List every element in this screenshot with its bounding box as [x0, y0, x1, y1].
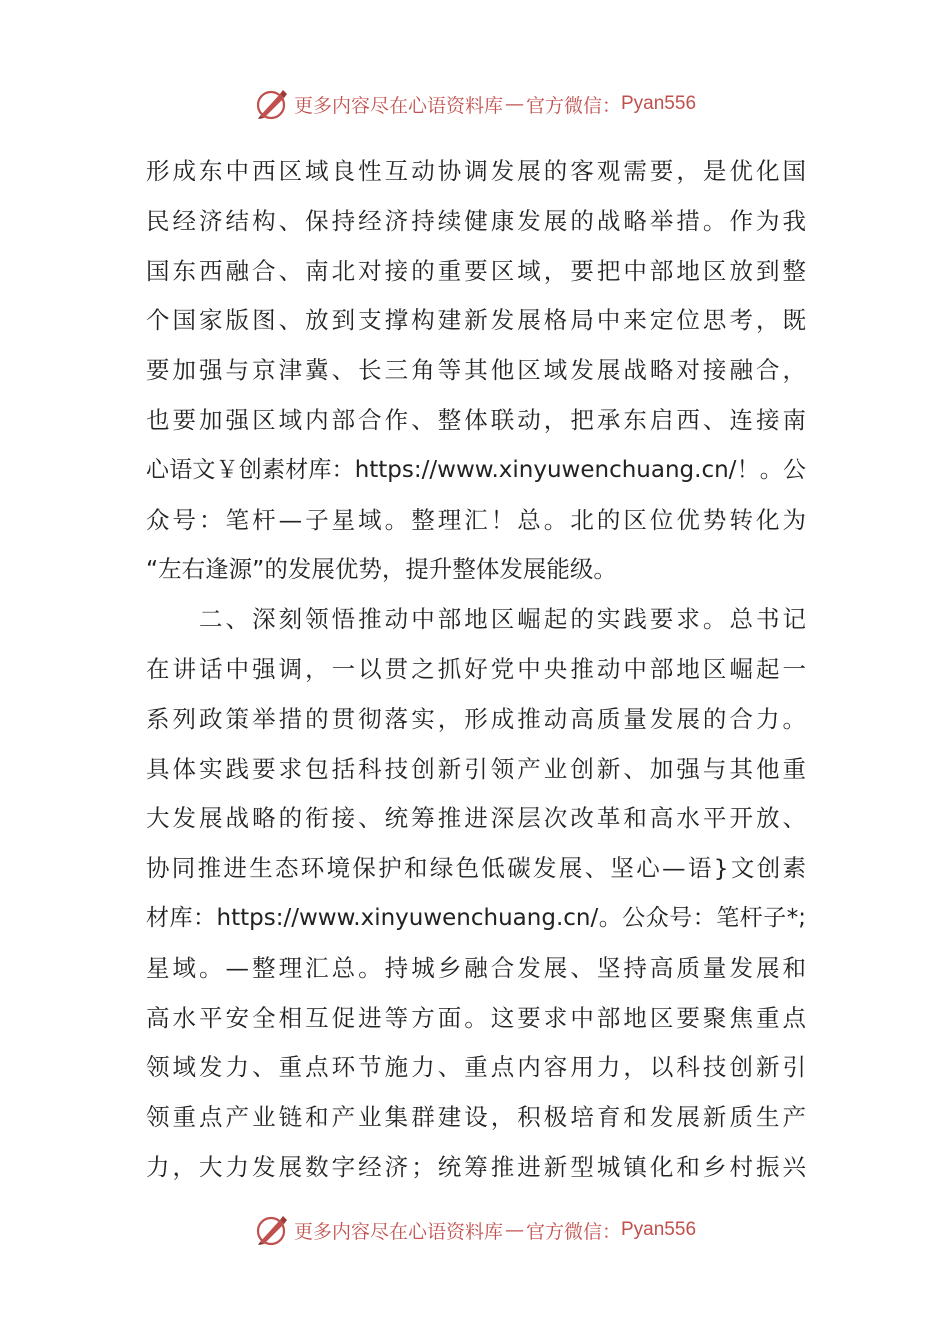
body-line: 国东西融合、南北对接的重要区域，要把中部地区放到整: [146, 256, 806, 285]
body-line: 个国家版图、放到支撑构建新发展格局中来定位思考，既: [146, 306, 806, 335]
banner-wechat-label: 官方微信：: [525, 94, 621, 117]
body-line: “左右逢源”的发展优势，提升整体发展能级。: [146, 555, 617, 584]
banner-wechat-id: Pyan556: [621, 1219, 697, 1240]
body-line: 要加强与京津冀、长三角等其他区域发展战略对接融合，: [146, 356, 806, 385]
body-line: 领重点产业链和产业集群建设，积极培育和发展新质生产: [146, 1103, 806, 1132]
body-line: 形成东中西区域良性互动协调发展的客观需要，是优化国: [146, 157, 806, 185]
body-line: 力，大力发展数字经济；统筹推进新型城镇化和乡村振兴: [146, 1152, 806, 1181]
body-line: 众号：笔杆—子星域。整理汇！总。北的区位优势转化为: [146, 505, 806, 534]
body-line: 材库：https://www.xinyuwenchuang.cn/。公众号：笔杆子*;: [146, 904, 806, 931]
banner-separator: —: [504, 93, 524, 115]
body-line: 系列政策举措的贯彻落实，形成推动高质量发展的合力。: [146, 704, 806, 733]
body-line: 在讲话中强调，一以贯之抓好党中央推动中部地区崛起一: [146, 654, 806, 683]
header-banner: [0, 84, 950, 124]
banner-wechat-label: 官方微信：: [525, 1220, 621, 1243]
banner-text: 更多内容尽在心语资料库: [293, 94, 503, 117]
body-line: 心语文￥创素材库：https://www.xinyuwenchuang.cn/！。公: [146, 456, 806, 483]
pen-logo-icon: [254, 1212, 290, 1248]
body-line: 领域发力、重点环节施力、重点内容用力，以科技创新引: [146, 1053, 806, 1082]
banner-separator: —: [504, 1219, 524, 1241]
banner-wechat-id: Pyan556: [621, 93, 697, 114]
body-line: 星域。—整理汇总。持城乡融合发展、坚持高质量发展和: [146, 953, 806, 982]
body-line: 高水平安全相互促进等方面。这要求中部地区要聚焦重点: [146, 1003, 806, 1032]
body-line: 大发展战略的衔接、统筹推进深层次改革和高水平开放、: [146, 804, 806, 833]
body-line: 民经济结构、保持经济持续健康发展的战略举措。作为我: [146, 206, 806, 235]
document-body: [146, 147, 806, 1193]
footer-banner: [0, 1210, 950, 1250]
body-line: 具体实践要求包括科技创新引领产业创新、加强与其他重: [146, 754, 806, 783]
body-line: 也要加强区域内部合作、整体联动，把承东启西、连接南: [146, 405, 806, 434]
body-line: 协同推进生态环境保护和绿色低碳发展、坚心—语}文创素: [146, 854, 806, 883]
body-line: 二、深刻领悟推动中部地区崛起的实践要求。总书记: [146, 605, 806, 634]
pen-logo-icon: [254, 86, 290, 122]
banner-text: 更多内容尽在心语资料库: [293, 1220, 503, 1243]
